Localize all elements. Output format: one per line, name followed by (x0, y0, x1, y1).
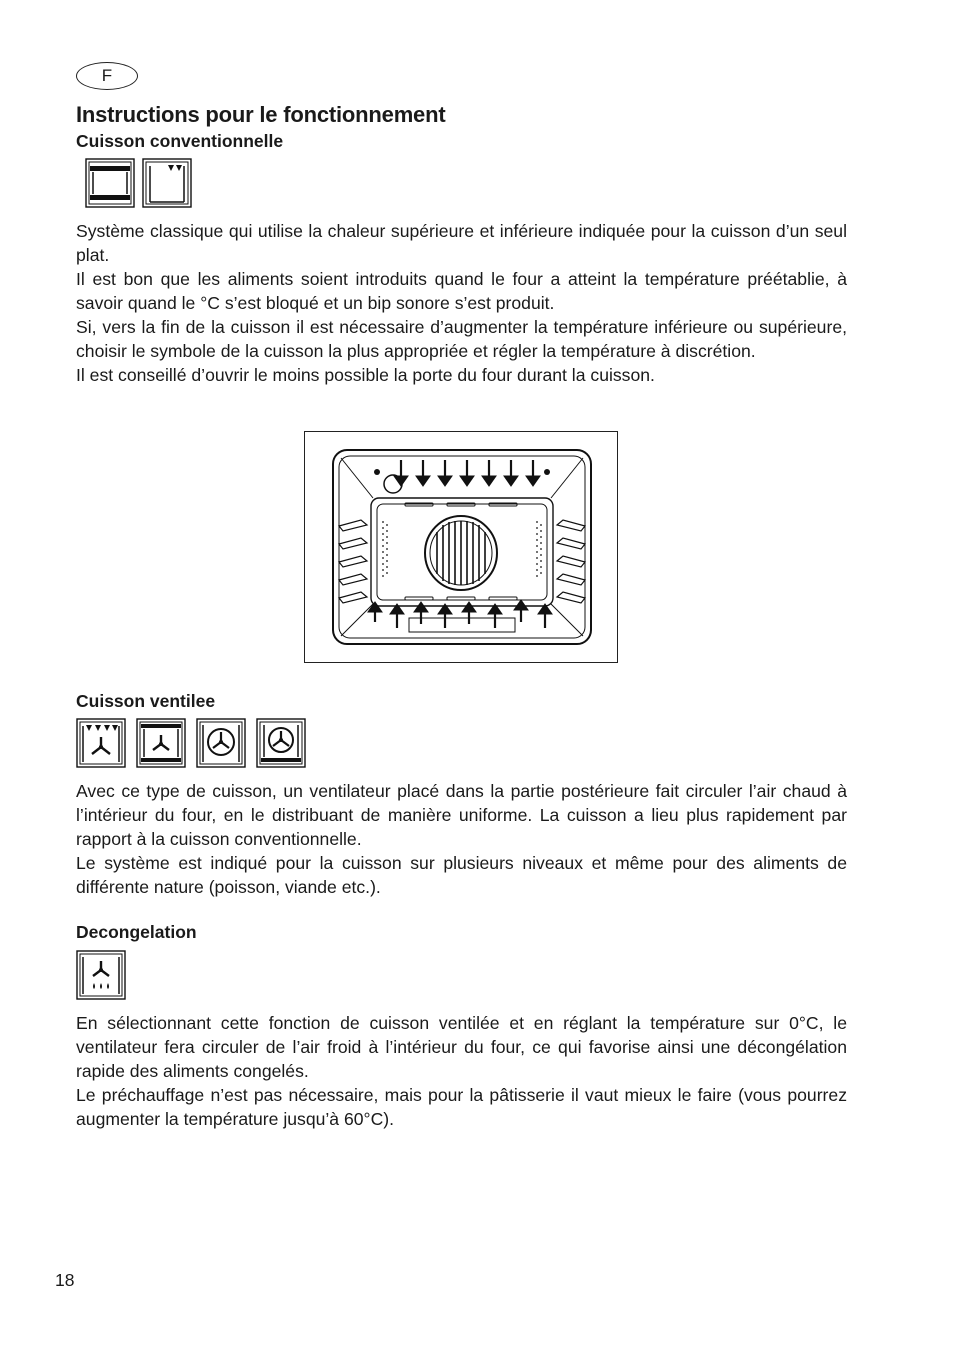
conventional-text (76, 219, 847, 387)
page-title: Instructions pour le fonctionnement (76, 102, 446, 127)
fan-ring-bottom-icon (256, 718, 306, 768)
paragraph: Système classique qui utilise la chaleur supérieure et inférieure indiquée pour la cuisson d’un seul plat. (76, 221, 847, 265)
language-badge: F (76, 62, 138, 90)
fan-grill-icon (76, 718, 126, 768)
paragraph: Le préchauffage n’est pas nécessaire, mais pour la pâtisserie il vaut mieux le faire (vous pourrez augmenter la température jusqu’à 60°C). (76, 1085, 847, 1129)
ventilated-text (76, 779, 847, 899)
defrost-fan-icon (76, 950, 126, 1000)
conventional-icons (85, 158, 192, 208)
defrost-icons (76, 950, 126, 1000)
defrost-text (76, 1011, 847, 1131)
section-heading-conventional: Cuisson conventionnelle (76, 131, 284, 151)
paragraph: Avec ce type de cuisson, un ventilateur placé dans la partie postérieure fait circuler l’air chaud à l’intérieur du four, en le distribuant de manière uniforme. La cuisson a lieu plus rapidement par rapport à la cuisson conventionnelle. (76, 781, 847, 849)
paragraph: Il est conseillé d’ouvrir le moins possible la porte du four durant la cuisson. (76, 365, 655, 385)
oven-cavity-heat-flow-illustration (304, 431, 618, 663)
paragraph: En sélectionnant cette fonction de cuisson ventilée et en réglant la température sur 0°C, le ventilateur fera circuler de l’air froid à l’intérieur du four, ce qui favorise ainsi une décongélation rapide des aliments congelés. (76, 1013, 847, 1081)
page-number: 18 (55, 1270, 75, 1290)
oven-diagram (305, 432, 617, 662)
paragraph: Le système est indiqué pour la cuisson sur plusieurs niveaux et même pour des aliments de différente nature (poisson, viande etc.). (76, 853, 847, 897)
section-heading-defrost: Decongelation (76, 922, 197, 942)
top-bottom-heat-icon (85, 158, 135, 208)
paragraph: Si, vers la fin de la cuisson il est nécessaire d’augmenter la température inférieure ou supérieure, choisir le symbole de la cuisson la plus appropriée et régler la température à discrétion. (76, 317, 847, 361)
ventilated-icons (76, 718, 306, 768)
top-heat-icon (142, 158, 192, 208)
fan-top-bottom-icon (136, 718, 186, 768)
fan-ring-heat-icon (196, 718, 246, 768)
section-heading-ventilated: Cuisson ventilee (76, 691, 216, 711)
paragraph: Il est bon que les aliments soient introduits quand le four a atteint la température préétablie, à savoir quand le °C s’est bloqué et un bip sonore s’est produit. (76, 269, 847, 313)
